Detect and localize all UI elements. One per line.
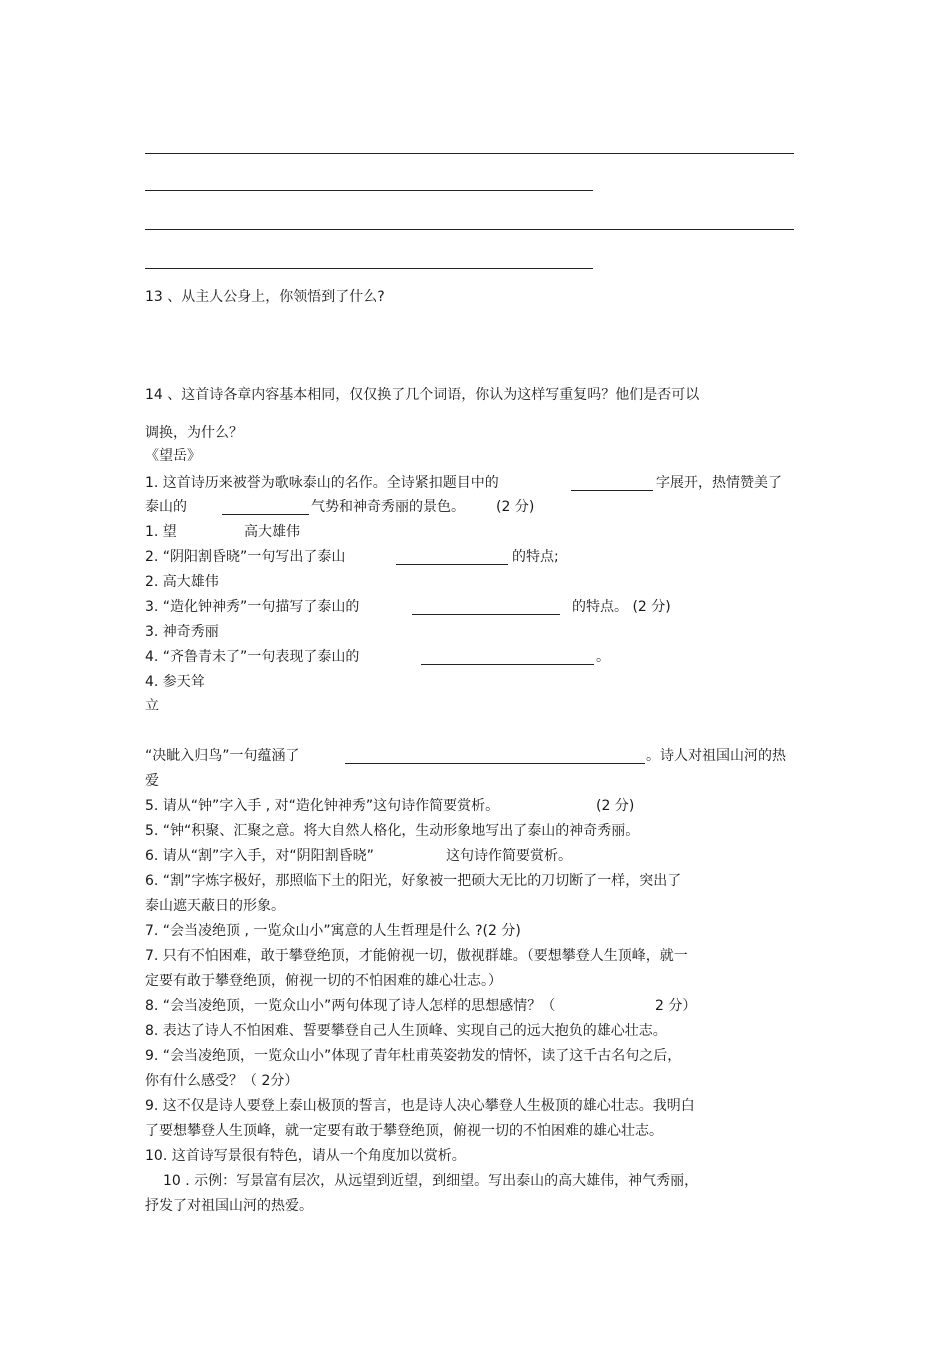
answer-7-line2: 定要有敢于攀登绝顶，俯视一切的不怕困难的雄心壮志。） [145, 973, 502, 989]
question-birds-tail: 。诗人对祖国山河的热 [646, 748, 786, 764]
intro-line2-b: 气势和神奇秀丽的景色。 [311, 499, 465, 515]
question-6-tail: 这句诗作简要赏析。 [446, 848, 572, 864]
answer-10-line1: 10 . 示例：写景富有层次，从远望到近望，到细望。写出泰山的高大雄伟，神气秀丽， [163, 1173, 699, 1189]
question-14-line1: 14 、这首诗各章内容基本相同，仅仅换了几个词语，你认为这样写重复吗？他们是否可以 [145, 387, 700, 403]
answer-10-line2: 抒发了对祖国山河的热爱。 [145, 1198, 313, 1214]
answer-5: 5. “钟“积聚、汇聚之意。将大自然人格化，生动形象地写出了泰山的神奇秀丽。 [145, 823, 640, 839]
answer-8: 8. 表达了诗人不怕困难、誓要攀登自己人生顶峰、实现自己的远大抱负的雄心壮志。 [145, 1023, 667, 1039]
question-10: 10. 这首诗写景很有特色，请从一个角度加以赏析。 [145, 1148, 466, 1164]
answer-4-line2: 立 [145, 698, 159, 714]
intro-part2: 字展开，热情赞美了 [656, 475, 782, 491]
answer-6-line1: 6. “割”字炼字极好，那照临下土的阳光，好象被一把硕大无比的刀切断了一样，突出了 [145, 873, 682, 889]
answer-9-line2: 了要想攀登人生顶峰，就一定要有敢于攀登绝顶，俯视一切的不怕困难的雄心壮志。 [145, 1123, 663, 1139]
question-14-line2: 调换，为什么？ [145, 425, 243, 441]
question-13: 13 、从主人公身上，你领悟到了什么? [145, 289, 385, 305]
question-2-tail: 的特点; [512, 549, 559, 565]
answer-1-num: 1. 望 [145, 524, 177, 540]
question-2: 2. “阴阳割昏晓”一句写出了泰山 [145, 549, 346, 565]
question-3: 3. “造化钟神秀”一句描写了泰山的 [145, 599, 360, 615]
answer-line-3 [145, 229, 794, 230]
question-birds: “决眦入归鸟”一句蕴涵了 [145, 748, 300, 764]
question-birds-blank [345, 749, 645, 764]
question-4-tail: 。 [596, 649, 610, 665]
question-birds-line2: 爱 [145, 773, 159, 789]
intro-blank-2 [222, 500, 309, 515]
intro-part1: 1. 这首诗历来被誉为歌咏泰山的名作。全诗紧扣题目中的 [145, 475, 499, 491]
question-7: 7. “会当凌绝顶 , 一览众山小”寓意的人生哲理是什么 ?(2 分) [145, 923, 521, 939]
intro-blank-1 [571, 476, 653, 491]
answer-7-line1: 7. 只有不怕困难，敢于攀登绝顶，才能俯视一切，傲视群雄。（要想攀登人生顶峰，就一 [145, 948, 688, 964]
intro-line2-a: 泰山的 [145, 499, 187, 515]
answer-1-text: 高大雄伟 [244, 524, 300, 540]
answer-line-1 [145, 153, 794, 154]
answer-2: 2. 高大雄伟 [145, 574, 219, 590]
question-5: 5. 请从“钟”字入手 , 对“造化钟神秀”这句诗作简要赏析。 [145, 798, 500, 814]
question-9-line2: 你有什么感受？（ 2分） [145, 1073, 299, 1089]
intro-score: (2 分) [496, 499, 535, 515]
answer-9-line1: 9. 这不仅是诗人要登上泰山极顶的誓言，也是诗人决心攀登人生极顶的雄心壮志。我明白 [145, 1098, 695, 1114]
question-3-tail: 的特点。 (2 分) [572, 599, 671, 615]
question-8-score: 2 分） [655, 998, 697, 1014]
question-8: 8. “会当凌绝顶，一览众山小”两句体现了诗人怎样的思想感情？（ [145, 998, 556, 1014]
question-6: 6. 请从“割”字入手，对“阴阳割昏晓” [145, 848, 374, 864]
answer-3: 3. 神奇秀丽 [145, 624, 219, 640]
question-4: 4. “齐鲁青未了”一句表现了泰山的 [145, 649, 360, 665]
question-5-score: (2 分) [596, 798, 635, 814]
question-2-blank [396, 550, 508, 565]
answer-line-2 [145, 190, 593, 191]
answer-line-4 [145, 268, 593, 269]
question-9-line1: 9. “会当凌绝顶，一览众山小”体现了青年杜甫英姿勃发的情怀，读了这千古名句之后， [145, 1048, 682, 1064]
answer-4-line1: 4. 参天耸 [145, 674, 205, 690]
question-4-blank [421, 650, 594, 665]
poem-title: 《望岳》 [145, 448, 201, 464]
question-3-blank [412, 600, 560, 615]
answer-6-line2: 泰山遮天蔽日的形象。 [145, 898, 285, 914]
